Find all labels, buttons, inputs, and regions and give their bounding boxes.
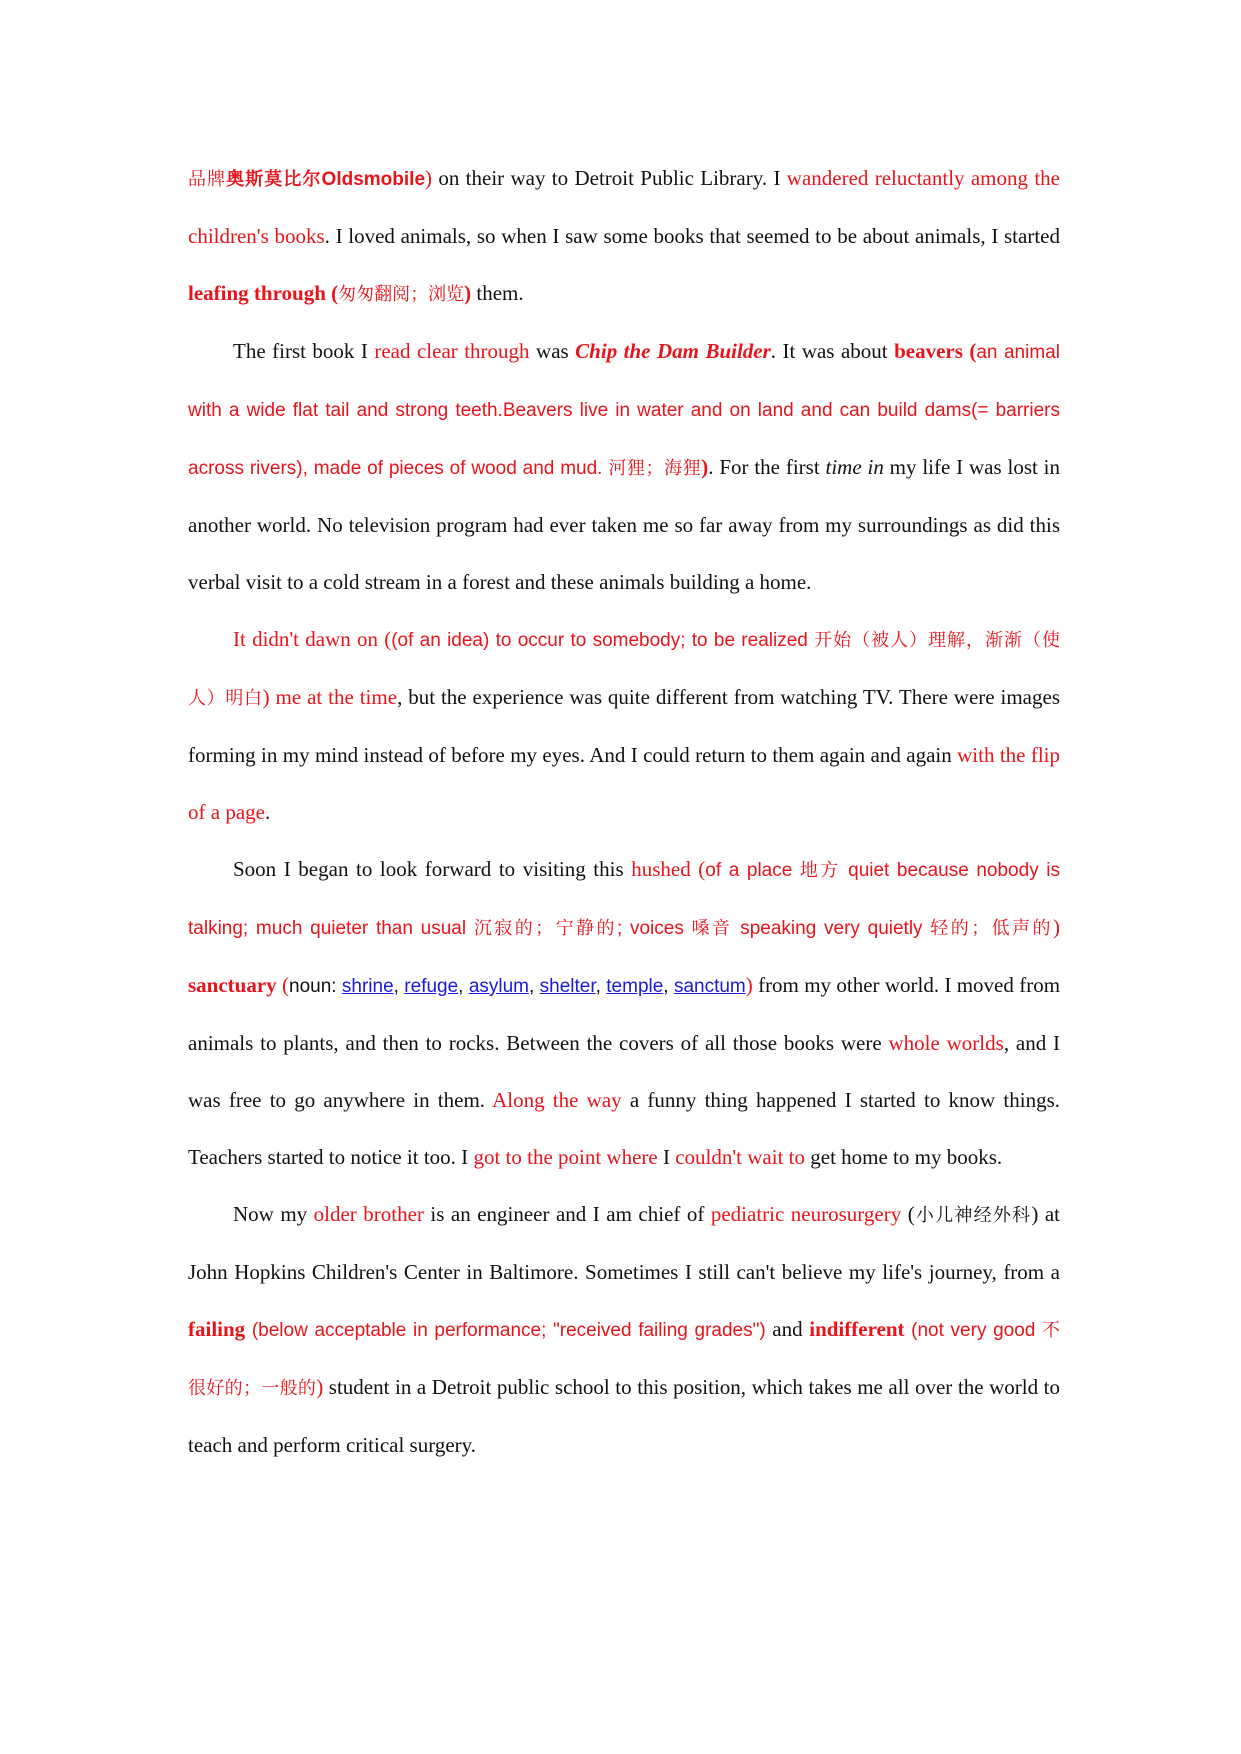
paragraph-3 (188, 611, 1060, 841)
body-text: on their way to Detroit Public Library. I (432, 166, 787, 190)
document-page (188, 150, 1060, 1474)
book-title: Chip the Dam Builder (575, 339, 771, 363)
body-text: and (765, 1317, 810, 1341)
body-text: . (264, 800, 271, 824)
synonym-link-temple[interactable]: temple (606, 976, 664, 997)
body-text: them. (471, 281, 524, 305)
body-text: student in a Detroit public school to this position, which takes me all over the world to teach and perform critical surgery. (188, 1375, 1060, 1457)
english-gloss: (of an idea) to occur to somebody; to be realized (391, 630, 815, 651)
body-text: ( (901, 1202, 915, 1226)
gloss-open: ( (276, 973, 289, 997)
chinese-gloss: 开始（被人）理解，渐渐（使人）明白 (188, 630, 1061, 709)
gloss-close: ) (316, 1375, 324, 1399)
synonym-link-asylum[interactable]: asylum (468, 976, 529, 997)
synonym-label: noun: (289, 976, 342, 997)
highlighted-phrase: leafing through ( (188, 281, 339, 305)
body-text: from my other world. I moved from animals to plants, and then to rocks. Between the covers of all those books were (188, 973, 1061, 1055)
chinese-gloss: 匆匆翻阅；浏览 (338, 284, 465, 305)
chinese-gloss: 品牌 (188, 169, 227, 190)
synonym-link-sanctum[interactable]: sanctum (673, 976, 746, 997)
paragraph-2 (188, 323, 1060, 611)
chinese-gloss: 轻的；低声的 (930, 918, 1054, 939)
synonym-link-shelter[interactable]: shelter (539, 976, 596, 997)
gloss-close: ) (464, 281, 472, 305)
english-gloss: speaking very quietly (732, 918, 931, 939)
body-text: . It was about (770, 339, 895, 363)
highlighted-term: sanctuary (188, 973, 277, 997)
chinese-gloss: 沉寂的；宁静的 (473, 918, 617, 939)
english-gloss: quiet because nobody is talking; much quieter than usual (188, 860, 1061, 939)
body-text: ) at John Hopkins Children's Center in Baltimore. Sometimes I still can't believe my life's journey, from a (188, 1202, 1060, 1284)
italic-phrase: time in (825, 455, 884, 479)
body-text: The first book I (233, 339, 375, 363)
gloss-close: ) (701, 455, 709, 479)
body-text: is an engineer and I am chief of (423, 1202, 711, 1226)
synonym-link-shrine[interactable]: shrine (341, 976, 394, 997)
english-gloss: of a place (705, 860, 800, 881)
highlighted-phrase: couldn't wait to (675, 1145, 805, 1169)
body-text: . For the first (708, 455, 826, 479)
synonym-separator: , (663, 976, 674, 997)
highlighted-phrase: beavers ( (894, 339, 977, 363)
gloss-close: ) (425, 166, 433, 190)
highlighted-phrase: older brother (313, 1202, 424, 1226)
body-text: , and I was free to go anywhere in them. (188, 1031, 1060, 1112)
highlighted-phrase: got to the point where (473, 1145, 658, 1169)
body-text: was (529, 339, 576, 363)
gloss-close: ) (1053, 915, 1061, 939)
body-text: , but the experience was quite different from watching TV. There were images forming in my mind instead of before my eyes. And I could return to them again and again (188, 685, 1060, 767)
highlighted-phrase: with the flip of a page (188, 743, 1061, 824)
chinese-gloss: 奥斯莫比尔 (226, 169, 322, 190)
highlighted-phrase: hushed ( (631, 857, 706, 881)
highlighted-phrase: Along the way (492, 1088, 622, 1112)
chinese-gloss: 小儿神经外科 (914, 1205, 1032, 1226)
highlighted-phrase: ) me at the time (262, 685, 398, 709)
body-text: get home to my books. (805, 1145, 1003, 1169)
synonym-separator: , (529, 976, 540, 997)
body-text: Soon I began to look forward to visiting this (233, 857, 632, 881)
body-text: . I loved animals, so when I saw some books that seemed to be about animals, I started (324, 224, 1060, 248)
highlighted-term: failing (188, 1317, 246, 1341)
body-text: I (657, 1145, 676, 1169)
chinese-gloss: 河狸；海狸 (608, 458, 702, 479)
highlighted-phrase: read clear through (374, 339, 530, 363)
synonym-separator: , (458, 976, 469, 997)
highlighted-phrase: pediatric neurosurgery (710, 1202, 902, 1226)
chinese-gloss: 不很好的；一般的 (188, 1320, 1060, 1399)
highlighted-phrase: whole worlds (888, 1031, 1004, 1055)
synonym-separator: , (595, 976, 607, 997)
english-gloss: (below acceptable in performance; "received failing grades") (245, 1320, 766, 1341)
paragraph-5 (188, 1186, 1060, 1474)
english-gloss: ; voices (616, 918, 692, 939)
body-text: my life I was lost in another world. No television program had ever taken me so far away from my surroundings as did this verbal visit to a cold stream in a forest and these animals building a home. (188, 455, 1061, 594)
highlighted-phrase: It didn't dawn on ( (233, 627, 392, 651)
body-text: Now my (233, 1202, 314, 1226)
chinese-gloss: 地方 (799, 860, 841, 881)
body-text: a funny thing happened I started to know things. Teachers started to notice it too. I (188, 1088, 1060, 1169)
paragraph-4 (188, 841, 1060, 1186)
gloss-term: Oldsmobile (321, 169, 426, 190)
english-gloss: (not very good (904, 1320, 1042, 1341)
synonym-link-refuge[interactable]: refuge (404, 976, 459, 997)
gloss-close: ) (745, 973, 753, 997)
chinese-gloss: 嗓音 (691, 918, 733, 939)
paragraph-1 (188, 150, 1060, 323)
english-gloss: an animal with a wide flat tail and strong teeth.Beavers live in water and on land and can build dams(= barriers across rivers), made of pieces of wood and mud. (188, 342, 1060, 479)
highlighted-term: indifferent (809, 1317, 905, 1341)
synonym-separator: , (393, 976, 405, 997)
highlighted-phrase: wandered reluctantly among the children's books (188, 166, 1060, 248)
